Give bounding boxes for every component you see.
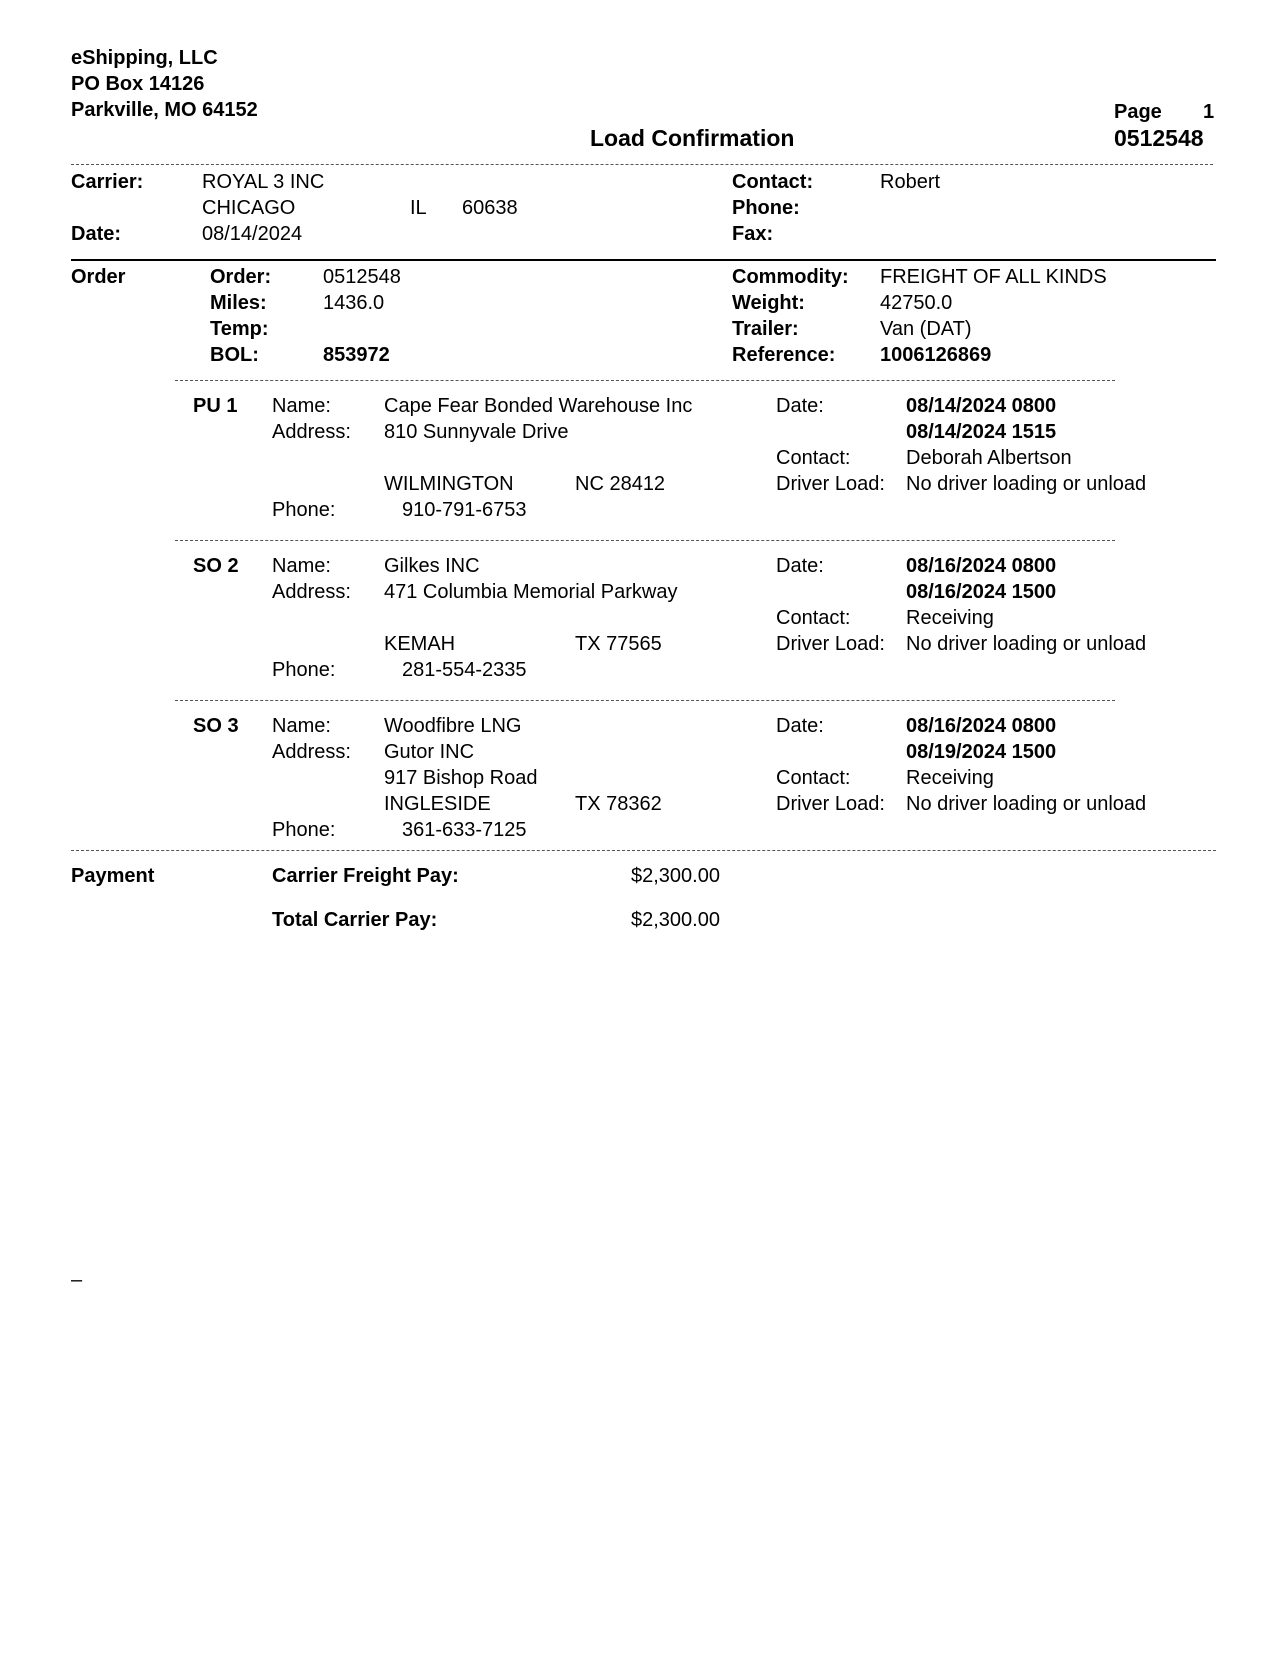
carrier-zip: 60638 bbox=[462, 197, 518, 219]
company-name: eShipping, LLC bbox=[71, 47, 218, 69]
page-number: 1 bbox=[1203, 101, 1215, 123]
payment-section-label: Payment bbox=[71, 865, 155, 887]
order-value: 0512548 bbox=[323, 266, 401, 288]
stop-driver-load-label: Driver Load: bbox=[776, 793, 885, 815]
trailer-label: Trailer: bbox=[732, 318, 799, 340]
divider bbox=[175, 540, 1115, 541]
page-label: Page bbox=[1114, 101, 1162, 123]
temp-label: Temp: bbox=[210, 318, 269, 340]
stop-phone-label: Phone: bbox=[272, 659, 336, 681]
carrier-label: Carrier: bbox=[71, 171, 144, 193]
stop-code: SO 3 bbox=[193, 715, 239, 737]
stop-city: INGLESIDE bbox=[384, 793, 491, 815]
stop-name-label: Name: bbox=[272, 395, 331, 417]
carrier-name: ROYAL 3 INC bbox=[202, 171, 325, 193]
stop-contact: Receiving bbox=[906, 607, 994, 629]
stop-date-start: 08/16/2024 0800 bbox=[906, 715, 1057, 737]
stop-phone: 910-791-6753 bbox=[402, 499, 527, 521]
stop-date-label: Date: bbox=[776, 715, 824, 737]
company-address-line1: PO Box 14126 bbox=[71, 73, 205, 95]
stop-address-label: Address: bbox=[272, 741, 351, 763]
stop-code: SO 2 bbox=[193, 555, 239, 577]
divider bbox=[71, 259, 1216, 261]
reference-value: 1006126869 bbox=[880, 344, 992, 366]
order-number-header: 0512548 bbox=[1114, 125, 1204, 151]
stop-state-zip: NC 28412 bbox=[575, 473, 666, 495]
stop-contact-label: Contact: bbox=[776, 607, 851, 629]
reference-label: Reference: bbox=[732, 344, 836, 366]
stop-driver-load: No driver loading or unload bbox=[906, 473, 1147, 495]
contact-label: Contact: bbox=[732, 171, 814, 193]
stop-city: KEMAH bbox=[384, 633, 456, 655]
carrier-state: IL bbox=[410, 197, 427, 219]
carrier-freight-pay-label: Carrier Freight Pay: bbox=[272, 865, 459, 887]
fax-label: Fax: bbox=[732, 223, 774, 245]
carrier-freight-pay-value: $2,300.00 bbox=[631, 865, 720, 887]
total-carrier-pay-label: Total Carrier Pay: bbox=[272, 909, 438, 931]
stop-date-start: 08/14/2024 0800 bbox=[906, 395, 1057, 417]
phone-label: Phone: bbox=[732, 197, 800, 219]
carrier-date: 08/14/2024 bbox=[202, 223, 303, 245]
miles-label: Miles: bbox=[210, 292, 267, 314]
stop-state-zip: TX 77565 bbox=[575, 633, 662, 655]
divider bbox=[71, 164, 1213, 165]
stop-contact-label: Contact: bbox=[776, 447, 851, 469]
stop-address-line1: Gutor INC bbox=[384, 741, 475, 763]
stop-driver-load: No driver loading or unload bbox=[906, 793, 1147, 815]
carrier-date-label: Date: bbox=[71, 223, 122, 245]
commodity-label: Commodity: bbox=[732, 266, 849, 288]
stop-name: Cape Fear Bonded Warehouse Inc bbox=[384, 395, 693, 417]
stop-date-label: Date: bbox=[776, 555, 824, 577]
stop-date-end: 08/19/2024 1500 bbox=[906, 741, 1057, 763]
bol-label: BOL: bbox=[210, 344, 259, 366]
stop-phone-label: Phone: bbox=[272, 499, 336, 521]
stop-address-line1: 810 Sunnyvale Drive bbox=[384, 421, 569, 443]
order-label: Order: bbox=[210, 266, 272, 288]
bol-value: 853972 bbox=[323, 344, 390, 366]
weight-value: 42750.0 bbox=[880, 292, 953, 314]
stop-date-label: Date: bbox=[776, 395, 824, 417]
stop-phone: 281-554-2335 bbox=[402, 659, 527, 681]
stop-date-start: 08/16/2024 0800 bbox=[906, 555, 1057, 577]
total-carrier-pay-value: $2,300.00 bbox=[631, 909, 720, 931]
stop-phone-label: Phone: bbox=[272, 819, 336, 841]
divider bbox=[175, 700, 1115, 701]
stop-state-zip: TX 78362 bbox=[575, 793, 662, 815]
divider bbox=[175, 380, 1115, 381]
stop-address-label: Address: bbox=[272, 421, 351, 443]
stop-name: Gilkes INC bbox=[384, 555, 480, 577]
commodity-value: FREIGHT OF ALL KINDS bbox=[880, 266, 1107, 288]
stop-phone: 361-633-7125 bbox=[402, 819, 527, 841]
order-section-label: Order bbox=[71, 266, 126, 288]
stop-driver-load: No driver loading or unload bbox=[906, 633, 1147, 655]
stop-address-label: Address: bbox=[272, 581, 351, 603]
stop-name-label: Name: bbox=[272, 555, 331, 577]
stop-name: Woodfibre LNG bbox=[384, 715, 522, 737]
weight-label: Weight: bbox=[732, 292, 805, 314]
company-address-line2: Parkville, MO 64152 bbox=[71, 99, 258, 121]
stop-driver-load-label: Driver Load: bbox=[776, 633, 885, 655]
divider bbox=[71, 850, 1216, 851]
stop-address-line2: 917 Bishop Road bbox=[384, 767, 538, 789]
carrier-city: CHICAGO bbox=[202, 197, 296, 219]
stop-address-line1: 471 Columbia Memorial Parkway bbox=[384, 581, 678, 603]
miles-value: 1436.0 bbox=[323, 292, 385, 314]
stop-date-end: 08/14/2024 1515 bbox=[906, 421, 1057, 443]
stop-contact: Receiving bbox=[906, 767, 994, 789]
stop-code: PU 1 bbox=[193, 395, 238, 417]
stop-contact: Deborah Albertson bbox=[906, 447, 1072, 469]
footer-mark: – bbox=[71, 1269, 83, 1291]
stop-contact-label: Contact: bbox=[776, 767, 851, 789]
stop-date-end: 08/16/2024 1500 bbox=[906, 581, 1057, 603]
stop-city: WILMINGTON bbox=[384, 473, 514, 495]
trailer-value: Van (DAT) bbox=[880, 318, 972, 340]
stop-name-label: Name: bbox=[272, 715, 331, 737]
stop-driver-load-label: Driver Load: bbox=[776, 473, 885, 495]
contact-value: Robert bbox=[880, 171, 941, 193]
document-title: Load Confirmation bbox=[590, 125, 795, 151]
